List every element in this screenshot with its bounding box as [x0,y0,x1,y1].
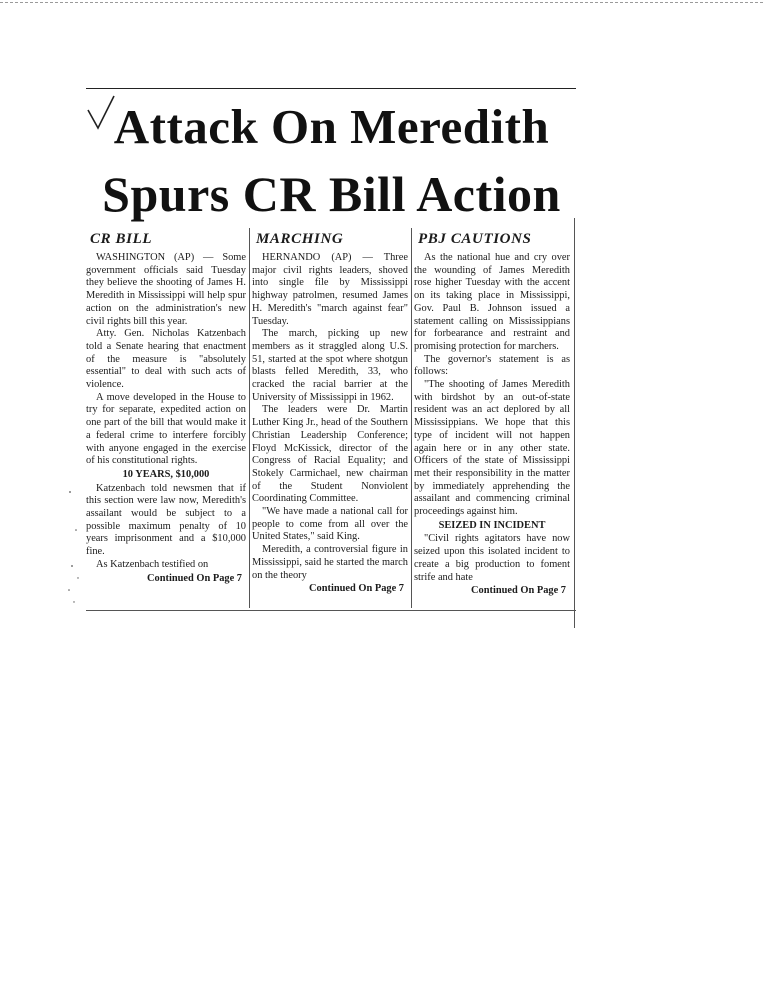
paragraph: The governor's statement is as follows: [414,353,570,378]
paragraph: "Civil rights agitators have now seized upon this isolated incident to create a big production to foment strife and hate [414,533,570,583]
paragraph: Atty. Gen. Nicholas Katzenbach told a Senate hearing that enactment of the measure is "absolutely essential" to deal with such acts of violence. [86,328,246,391]
column-marching [252,230,408,596]
paragraph: Meredith, a controversial figure in Mississippi, said he started the march on the theory [252,544,408,581]
column-heading: PBJ CAUTIONS [418,231,532,247]
column-heading: MARCHING [256,231,344,247]
clipping-right-edge [574,218,575,628]
clipping-bottom-rule [86,610,576,611]
continued-line: Continued On Page 7 [147,572,242,584]
clipping-top-rule [86,88,576,89]
paragraph: The leaders were Dr. Martin Luther King Jr., head of the Southern Christian Leadership Conference; Floyd McKissick, director of the Congress of Racial Equality; and Stokely Carmichael, new chairman of the Student Nonviolent Coordinating Committee. [252,404,408,505]
paragraph: As the national hue and cry over the wounding of James Meredith rose higher Tuesday with the accent on its taking place in Mississippi, Gov. Paul B. Johnson issued a statement calling on Mississippians for forbearance and restraint and promising protection for marchers. [414,252,570,352]
paragraph: Katzenbach told newsmen that if this section were law now, Meredith's assailant would be subject to a possible maximum penalty of 10 years imprisonment and a $10,000 fine. [86,482,246,558]
subheading: 10 YEARS, $10,000 [122,468,210,480]
headline [94,98,569,224]
column-cr-bill [86,230,246,585]
paragraph: A move developed in the House to try for separate, expedited action on one part of the bill that would make it a federal crime to interfere forcibly with anyone engaged in the exercise of his constitutional rights. [86,391,246,467]
column-pbj-cautions [414,230,570,598]
continued-line: Continued On Page 7 [309,583,404,595]
subheading: SEIZED IN INCIDENT [438,519,546,531]
column-divider [411,228,412,608]
scan-specks [64,470,84,610]
paragraph: The march, picking up new members as it straggled along U.S. 51, started at the spot where shotgun blasts felled Meredith, 33, who cracked the racial barrier at the University of Mississippi in 1962. [252,328,408,403]
paragraph: "We have made a national call for people to come from all over the United States," said King. [252,506,408,543]
headline-line-1: Attack On Meredith [113,99,550,154]
page-top-dashed-border [0,2,763,3]
column-heading: CR BILL [90,231,153,247]
continued-line: Continued On Page 7 [471,585,566,597]
paragraph: WASHINGTON (AP) — Some government officials said Tuesday they believe the shooting of James H. Meredith in Mississippi will help spur action on the administration's new civil rights bill this year. [86,252,246,327]
paragraph: "The shooting of James Meredith with birdshot by an out-of-state resident was an act deplored by all Mississippians. We hope that this type of incident will not happen again here or in any other state. Officers of the state of Mississippi met their responsibility in the matter by immediately apprehending the assailant and commencing criminal proceedings against him. [414,379,570,518]
newspaper-clipping [86,88,576,610]
paragraph: As Katzenbach testified on [96,558,209,570]
column-divider [249,228,250,608]
headline-line-2: Spurs CR Bill Action [102,166,561,222]
paragraph: HERNANDO (AP) — Three major civil rights leaders, shoved into single file by Mississippi highway patrolmen, resumed James H. Meredith's "march against fear" Tuesday. [252,252,408,327]
